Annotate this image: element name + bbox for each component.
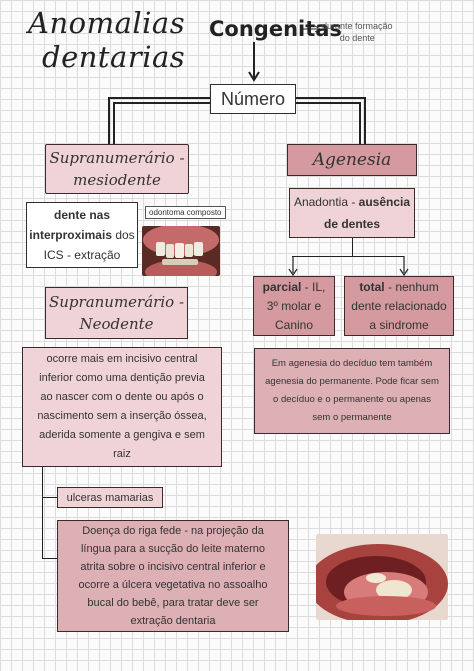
anadontia-box bbox=[289, 188, 415, 238]
deciduo-line-4: sem o permanente bbox=[312, 412, 392, 423]
agenesia-branch-line bbox=[292, 256, 404, 257]
deciduo-line-2: agenesia do permanente. Pode ficar sem bbox=[265, 376, 439, 387]
parcial-line-3: Canino bbox=[274, 317, 314, 332]
ulceras-box bbox=[57, 487, 163, 508]
neodente-line-3: ao nascer com o dente ou após o bbox=[40, 391, 204, 403]
riga-line-3: atrita sobre o incisivo central inferior e bbox=[80, 561, 266, 573]
mesiodente-rest-2: ICS - extração bbox=[43, 248, 121, 262]
parcial-bold: parcial bbox=[262, 279, 302, 294]
anadontia-line-1 bbox=[294, 191, 410, 213]
congenitas-note bbox=[322, 20, 393, 44]
deciduo-note-box bbox=[254, 348, 450, 434]
neodente-line-6: raiz bbox=[113, 448, 131, 460]
supra1-line-2: mesiodente bbox=[73, 171, 161, 189]
deciduo-line-3: o decíduo e o permanente ou apenas bbox=[273, 394, 431, 405]
total-line-3: a sindrome bbox=[369, 317, 429, 332]
total-box bbox=[344, 276, 454, 336]
riga-fede-photo bbox=[316, 534, 448, 620]
odontoma-photo bbox=[142, 226, 220, 276]
connector-right-h1 bbox=[296, 97, 364, 99]
title-line-2: dentarias bbox=[42, 40, 186, 74]
anadontia-bold-1: ausência bbox=[358, 195, 411, 209]
neodente-line-1: ocorre mais em incisivo central bbox=[46, 353, 198, 365]
connector-right-v2 bbox=[359, 102, 361, 144]
note-line-2: do dente bbox=[339, 33, 375, 43]
riga-fede-box bbox=[57, 520, 289, 632]
agenesia-label: Agenesia bbox=[312, 150, 392, 170]
parcial-rest-1: - IL, bbox=[301, 279, 326, 294]
parcial-line-1 bbox=[263, 278, 326, 297]
connector-right-v1 bbox=[364, 97, 366, 144]
arrow-right-icon bbox=[300, 21, 322, 31]
numero-label: Número bbox=[220, 88, 286, 109]
total-line-2: dente relacionado bbox=[351, 298, 447, 313]
tree-branch-ulceras bbox=[42, 497, 57, 498]
neodente-line-5: aderida somente a gengiva e sem bbox=[39, 429, 205, 441]
supra1-line-1: Supranumerário - bbox=[49, 149, 185, 167]
connector-left-h2 bbox=[113, 102, 210, 104]
total-bold: total bbox=[359, 279, 385, 294]
arrow-down-total-icon bbox=[398, 256, 410, 276]
numero-box bbox=[210, 84, 296, 114]
supranumerario-neodente-box bbox=[45, 287, 188, 339]
parcial-box bbox=[253, 276, 335, 336]
riga-line-1: Doença do riga fede - na projeção da bbox=[82, 525, 264, 537]
mesiodente-text-1 bbox=[27, 205, 137, 245]
anadontia-line-2 bbox=[324, 213, 380, 235]
agenesia-stem-line bbox=[352, 238, 353, 256]
ulceras-label: ulceras mamarias bbox=[66, 491, 154, 504]
title-line-1: Anomalias bbox=[28, 6, 186, 40]
supranumerario-mesiodente-box bbox=[45, 144, 189, 194]
odontoma-label: odontoma composto bbox=[145, 206, 226, 219]
mesiodente-bold: dente nas interproximais bbox=[29, 208, 112, 242]
deciduo-line-1: Em agenesia do decíduo tem também bbox=[271, 358, 433, 369]
riga-line-2: língua para a sucção do leite materno bbox=[80, 543, 266, 555]
connector-left-v2 bbox=[113, 102, 115, 144]
neodente-description bbox=[22, 347, 222, 467]
arrow-down-icon bbox=[248, 42, 260, 82]
arrow-down-parcial-icon bbox=[287, 256, 299, 276]
tree-vertical-line bbox=[42, 467, 43, 558]
neodente-line-2: inferior como uma dentição previa bbox=[39, 372, 205, 384]
mesiodente-description bbox=[26, 202, 138, 268]
riga-line-5: bucal do bebê, para tratar deve ser bbox=[87, 597, 259, 609]
mesiodente-rest-1: dos bbox=[112, 228, 135, 242]
congenitas-heading: Congenitas bbox=[209, 17, 342, 41]
riga-line-6: extração dentaria bbox=[130, 615, 216, 627]
neodente-line-4: nascimento sem a inserção óssea, bbox=[37, 410, 207, 422]
connector-left-v1 bbox=[108, 97, 110, 144]
page-title bbox=[28, 6, 185, 74]
connector-left-h1 bbox=[108, 97, 210, 99]
riga-line-4: ocorre a úlcera vegetativa no assoalho bbox=[78, 579, 268, 591]
connector-right-h2 bbox=[296, 102, 359, 104]
total-rest-1: - nenhum bbox=[384, 279, 439, 294]
total-line-1 bbox=[359, 278, 438, 297]
agenesia-box bbox=[287, 144, 417, 176]
parcial-line-2: 3º molar e bbox=[266, 298, 322, 313]
note-line-1: durante formação bbox=[322, 21, 393, 31]
anadontia-prefix: Anadontia - bbox=[293, 195, 359, 209]
anadontia-bold-2: de dentes bbox=[323, 217, 380, 231]
supra2-line-2: Neodente bbox=[79, 315, 154, 333]
supra2-line-1: Supranumerário - bbox=[48, 293, 185, 311]
tree-branch-riga bbox=[42, 558, 57, 559]
